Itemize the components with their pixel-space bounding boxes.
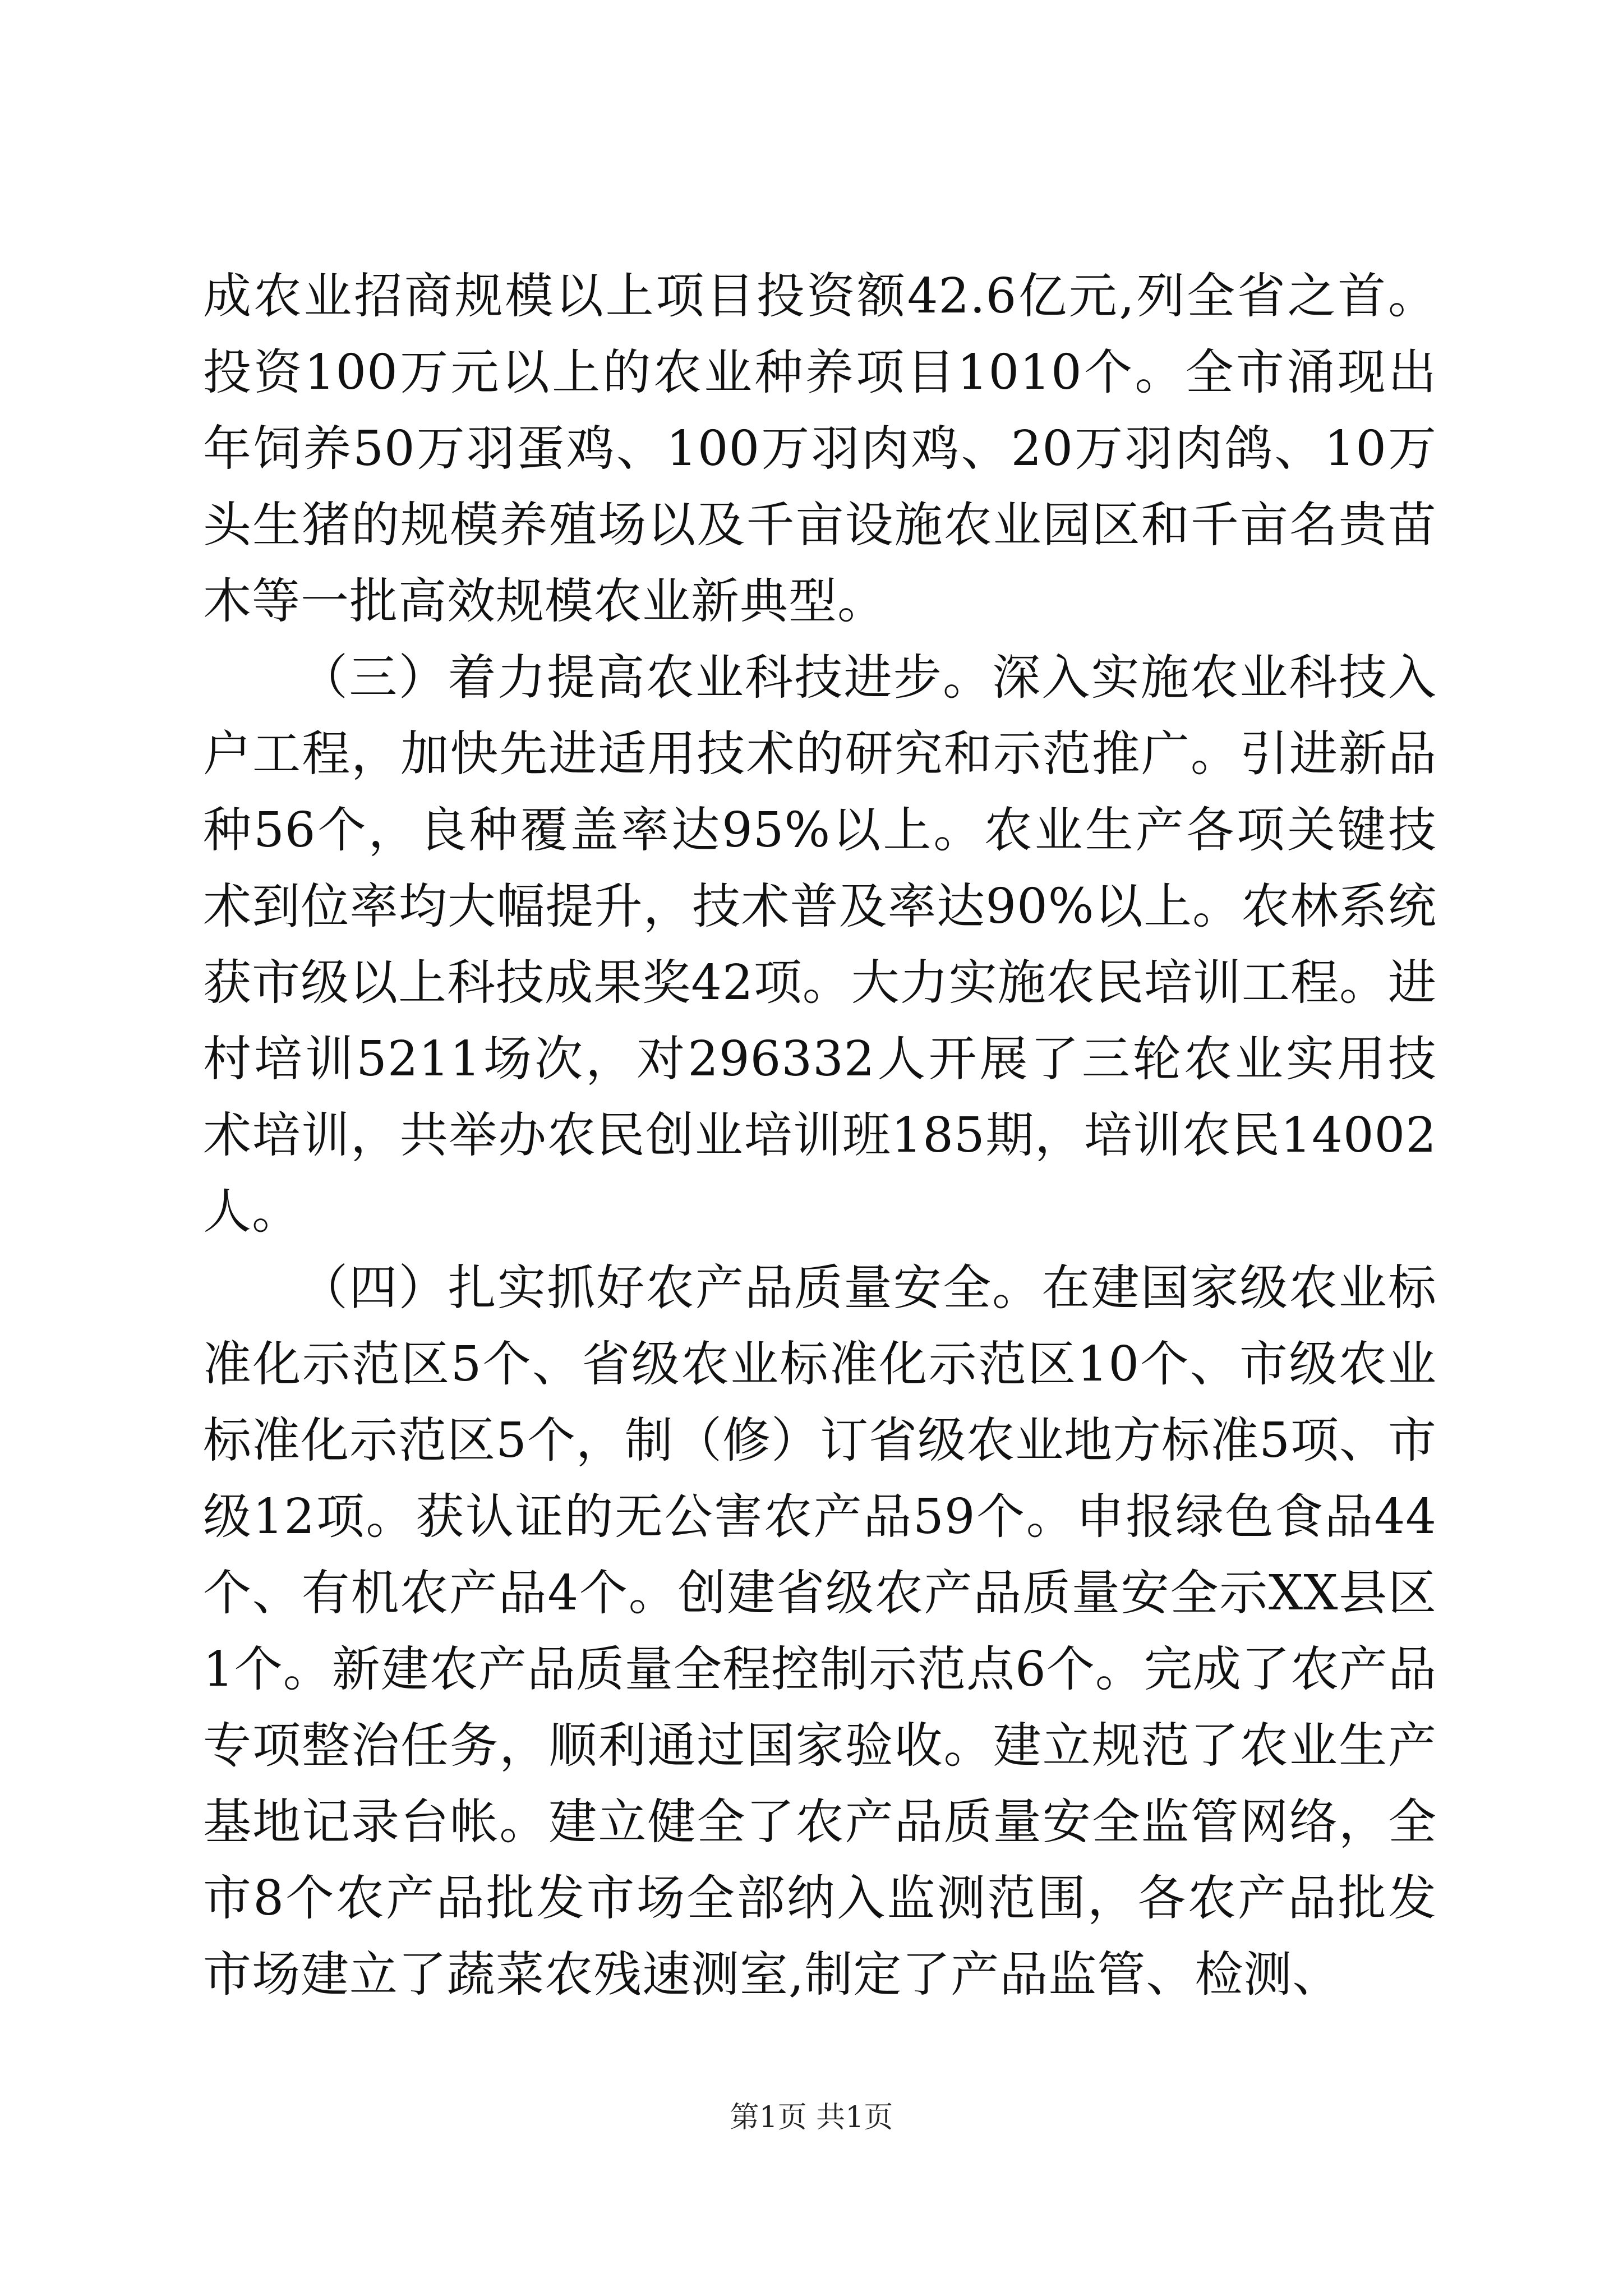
page-footer — [0, 2098, 1623, 2137]
body-text — [203, 258, 1437, 2013]
page-number-label: 第1页 共1页 — [730, 2101, 893, 2134]
paragraph-quality-safety: （四）扎实抓好农产品质量安全。在建国家级农业标准化示范区5个、省级农业标准化示范区10个、市级农业标准化示范区5个，制（修）订省级农业地方标准5项、市级12项。获认证的无公害农产品59个。申报绿色食品44个、有机农产品4个。创建省级农产品质量安全示XX县区1个。新建农产品质量全程控制示范点6个。完成了农产品专项整治任务，顺利通过国家验收。建立规范了农业生产基地记录台帐。建立健全了农产品质量安全监管网络，全市8个农产品批发市场全部纳入监测范围，各农产品批发市场建立了蔬菜农残速测室,制定了产品监管、检测、 — [203, 1260, 1437, 2003]
paragraph-investment: 成农业招商规模以上项目投资额42.6亿元,列全省之首。投资100万元以上的农业种养项目1010个。全市涌现出年饲养50万羽蛋鸡、100万羽肉鸡、20万羽肉鸽、10万头生猪的规模养殖场以及千亩设施农业园区和千亩名贵苗木等一批高效规模农业新典型。 — [203, 268, 1437, 629]
paragraph-agri-tech: （三）着力提高农业科技进步。深入实施农业科技入户工程，加快先进适用技术的研究和示范推广。引进新品种56个，良种覆盖率达95%以上。农业生产各项关键技术到位率均大幅提升，技术普及率达90%以上。农林系统获市级以上科技成果奖42项。大力实施农民培训工程。进村培训5211场次，对296332人开展了三轮农业实用技术培训，共举办农民创业培训班185期，培训农民14002人。 — [203, 650, 1437, 1240]
